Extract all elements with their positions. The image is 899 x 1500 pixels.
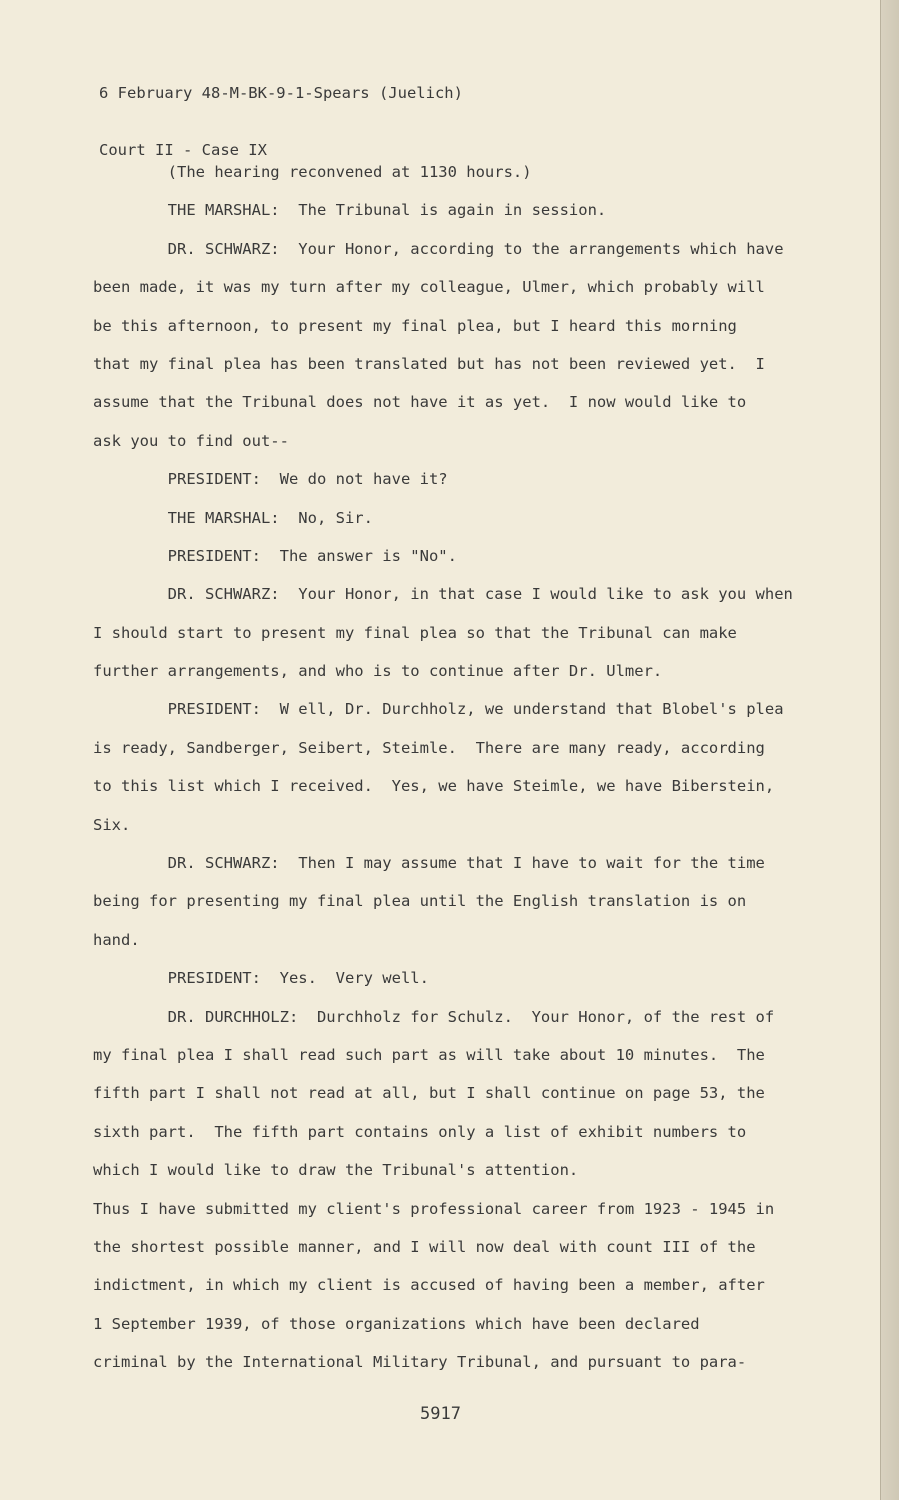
transcript-line: THE MARSHAL: The Tribunal is again in session.	[93, 201, 607, 220]
transcript-line: that my final plea has been translated but has not been reviewed yet. I	[93, 354, 765, 373]
transcript-line: (The hearing reconvened at 1130 hours.)	[93, 163, 532, 181]
transcript-body	[93, 160, 793, 1389]
page-number: 5917	[420, 1404, 461, 1424]
transcript-line: to this list which I received. Yes, we have Steimle, we have Biberstein,	[93, 777, 775, 796]
transcript-line: the shortest possible manner, and I will now deal with count III of the	[93, 1237, 756, 1256]
transcript-line: DR. SCHWARZ: Your Honor, according to the arrangements which have	[93, 239, 784, 258]
header-line-2: Court II - Case IX	[99, 141, 267, 159]
transcript-line: DR. SCHWARZ: Then I may assume that I have to wait for the time	[93, 854, 765, 873]
transcript-line: which I would like to draw the Tribunal's attention.	[93, 1161, 579, 1180]
transcript-line: hand.	[93, 930, 140, 949]
transcript-line: I should start to present my final plea so that the Tribunal can make	[93, 623, 737, 642]
transcript-line: sixth part. The fifth part contains only a list of exhibit numbers to	[93, 1122, 747, 1141]
transcript-line: assume that the Tribunal does not have it as yet. I now would like to	[93, 393, 747, 412]
transcript-line: be this afternoon, to present my final plea, but I heard this morning	[93, 316, 737, 335]
transcript-line: Six.	[93, 815, 131, 834]
transcript-line: my final plea I shall read such part as will take about 10 minutes. The	[93, 1045, 765, 1064]
transcript-line: ask you to find out--	[93, 431, 289, 450]
transcript-line: PRESIDENT: We do not have it?	[93, 470, 448, 489]
transcript-line: 1 September 1939, of those organizations which have been declared	[93, 1314, 700, 1333]
header-line-1: 6 February 48-M-BK-9-1-Spears (Juelich)	[99, 84, 463, 102]
transcript-line: THE MARSHAL: No, Sir.	[93, 508, 373, 527]
transcript-line: PRESIDENT: The answer is "No".	[93, 546, 457, 565]
transcript-line: PRESIDENT: W ell, Dr. Durchholz, we understand that Blobel's plea	[93, 700, 784, 719]
transcript-line: is ready, Sandberger, Seibert, Steimle. There are many ready, according	[93, 738, 765, 757]
transcript-line: DR. DURCHHOLZ: Durchholz for Schulz. Your Honor, of the rest of	[93, 1007, 775, 1026]
transcript-line: been made, it was my turn after my colleague, Ulmer, which probably will	[93, 278, 765, 297]
transcript-line: being for presenting my final plea until the English translation is on	[93, 892, 747, 911]
transcript-line: PRESIDENT: Yes. Very well.	[93, 969, 429, 988]
transcript-line: fifth part I shall not read at all, but I shall continue on page 53, the	[93, 1084, 765, 1103]
transcript-line: indictment, in which my client is accused of having been a member, after	[93, 1276, 765, 1295]
transcript-line: criminal by the International Military Tribunal, and pursuant to para-	[93, 1353, 747, 1372]
transcript-line: further arrangements, and who is to continue after Dr. Ulmer.	[93, 662, 663, 681]
transcript-line: DR. SCHWARZ: Your Honor, in that case I would like to ask you when	[93, 585, 793, 604]
transcript-line: Thus I have submitted my client's professional career from 1923 - 1945 in	[93, 1199, 775, 1218]
page-edge	[880, 0, 899, 1500]
